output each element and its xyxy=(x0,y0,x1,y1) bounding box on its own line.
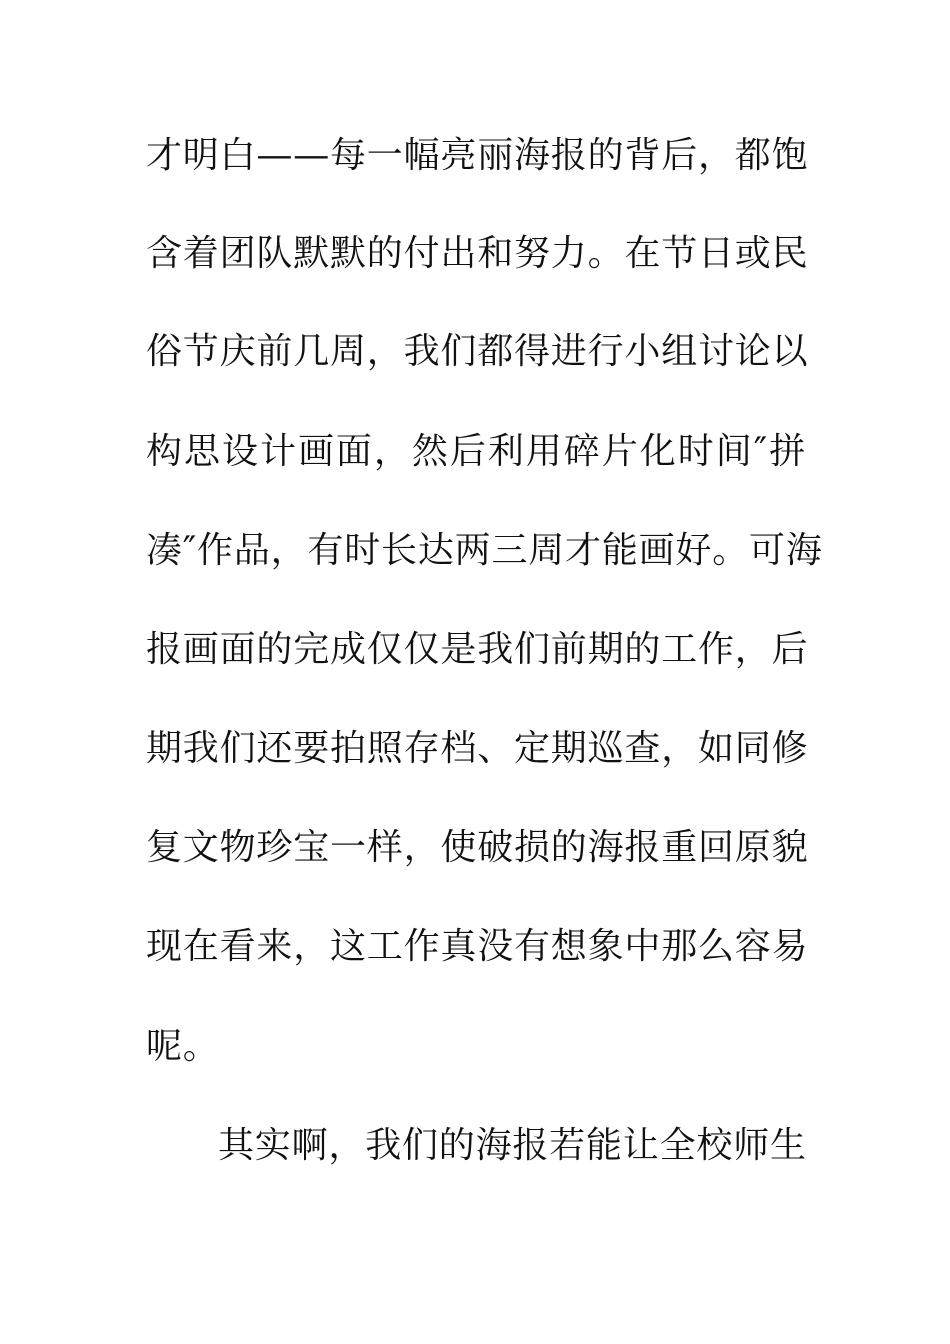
paragraph-line: 凑″作品，有时长达两三周才能画好。可海 xyxy=(146,530,823,571)
paragraph-line: 现在看来，这工作真没有想象中那么容易 xyxy=(146,926,809,967)
paragraph-line: 期我们还要拍照存档、定期巡查，如同修 xyxy=(146,728,809,769)
paragraph-line: 含着团队默默的付出和努力。在节日或民 xyxy=(146,233,809,274)
paragraph-line: 才明白——每一幅亮丽海报的背后，都饱 xyxy=(146,135,809,176)
paragraph-line-indented: 其实啊，我们的海报若能让全校师生 xyxy=(218,1125,807,1166)
paragraph-line: 报画面的完成仅仅是我们前期的工作，后 xyxy=(146,629,809,670)
paragraph-line: 复文物珍宝一样，使破损的海报重回原貌 xyxy=(146,827,809,868)
paragraph-line-last: 呢。 xyxy=(146,1026,220,1067)
paragraph-line: 构思设计画面，然后利用碎片化时间″拼 xyxy=(146,431,806,472)
paragraph-line: 俗节庆前几周，我们都得进行小组讨论以 xyxy=(146,331,809,372)
